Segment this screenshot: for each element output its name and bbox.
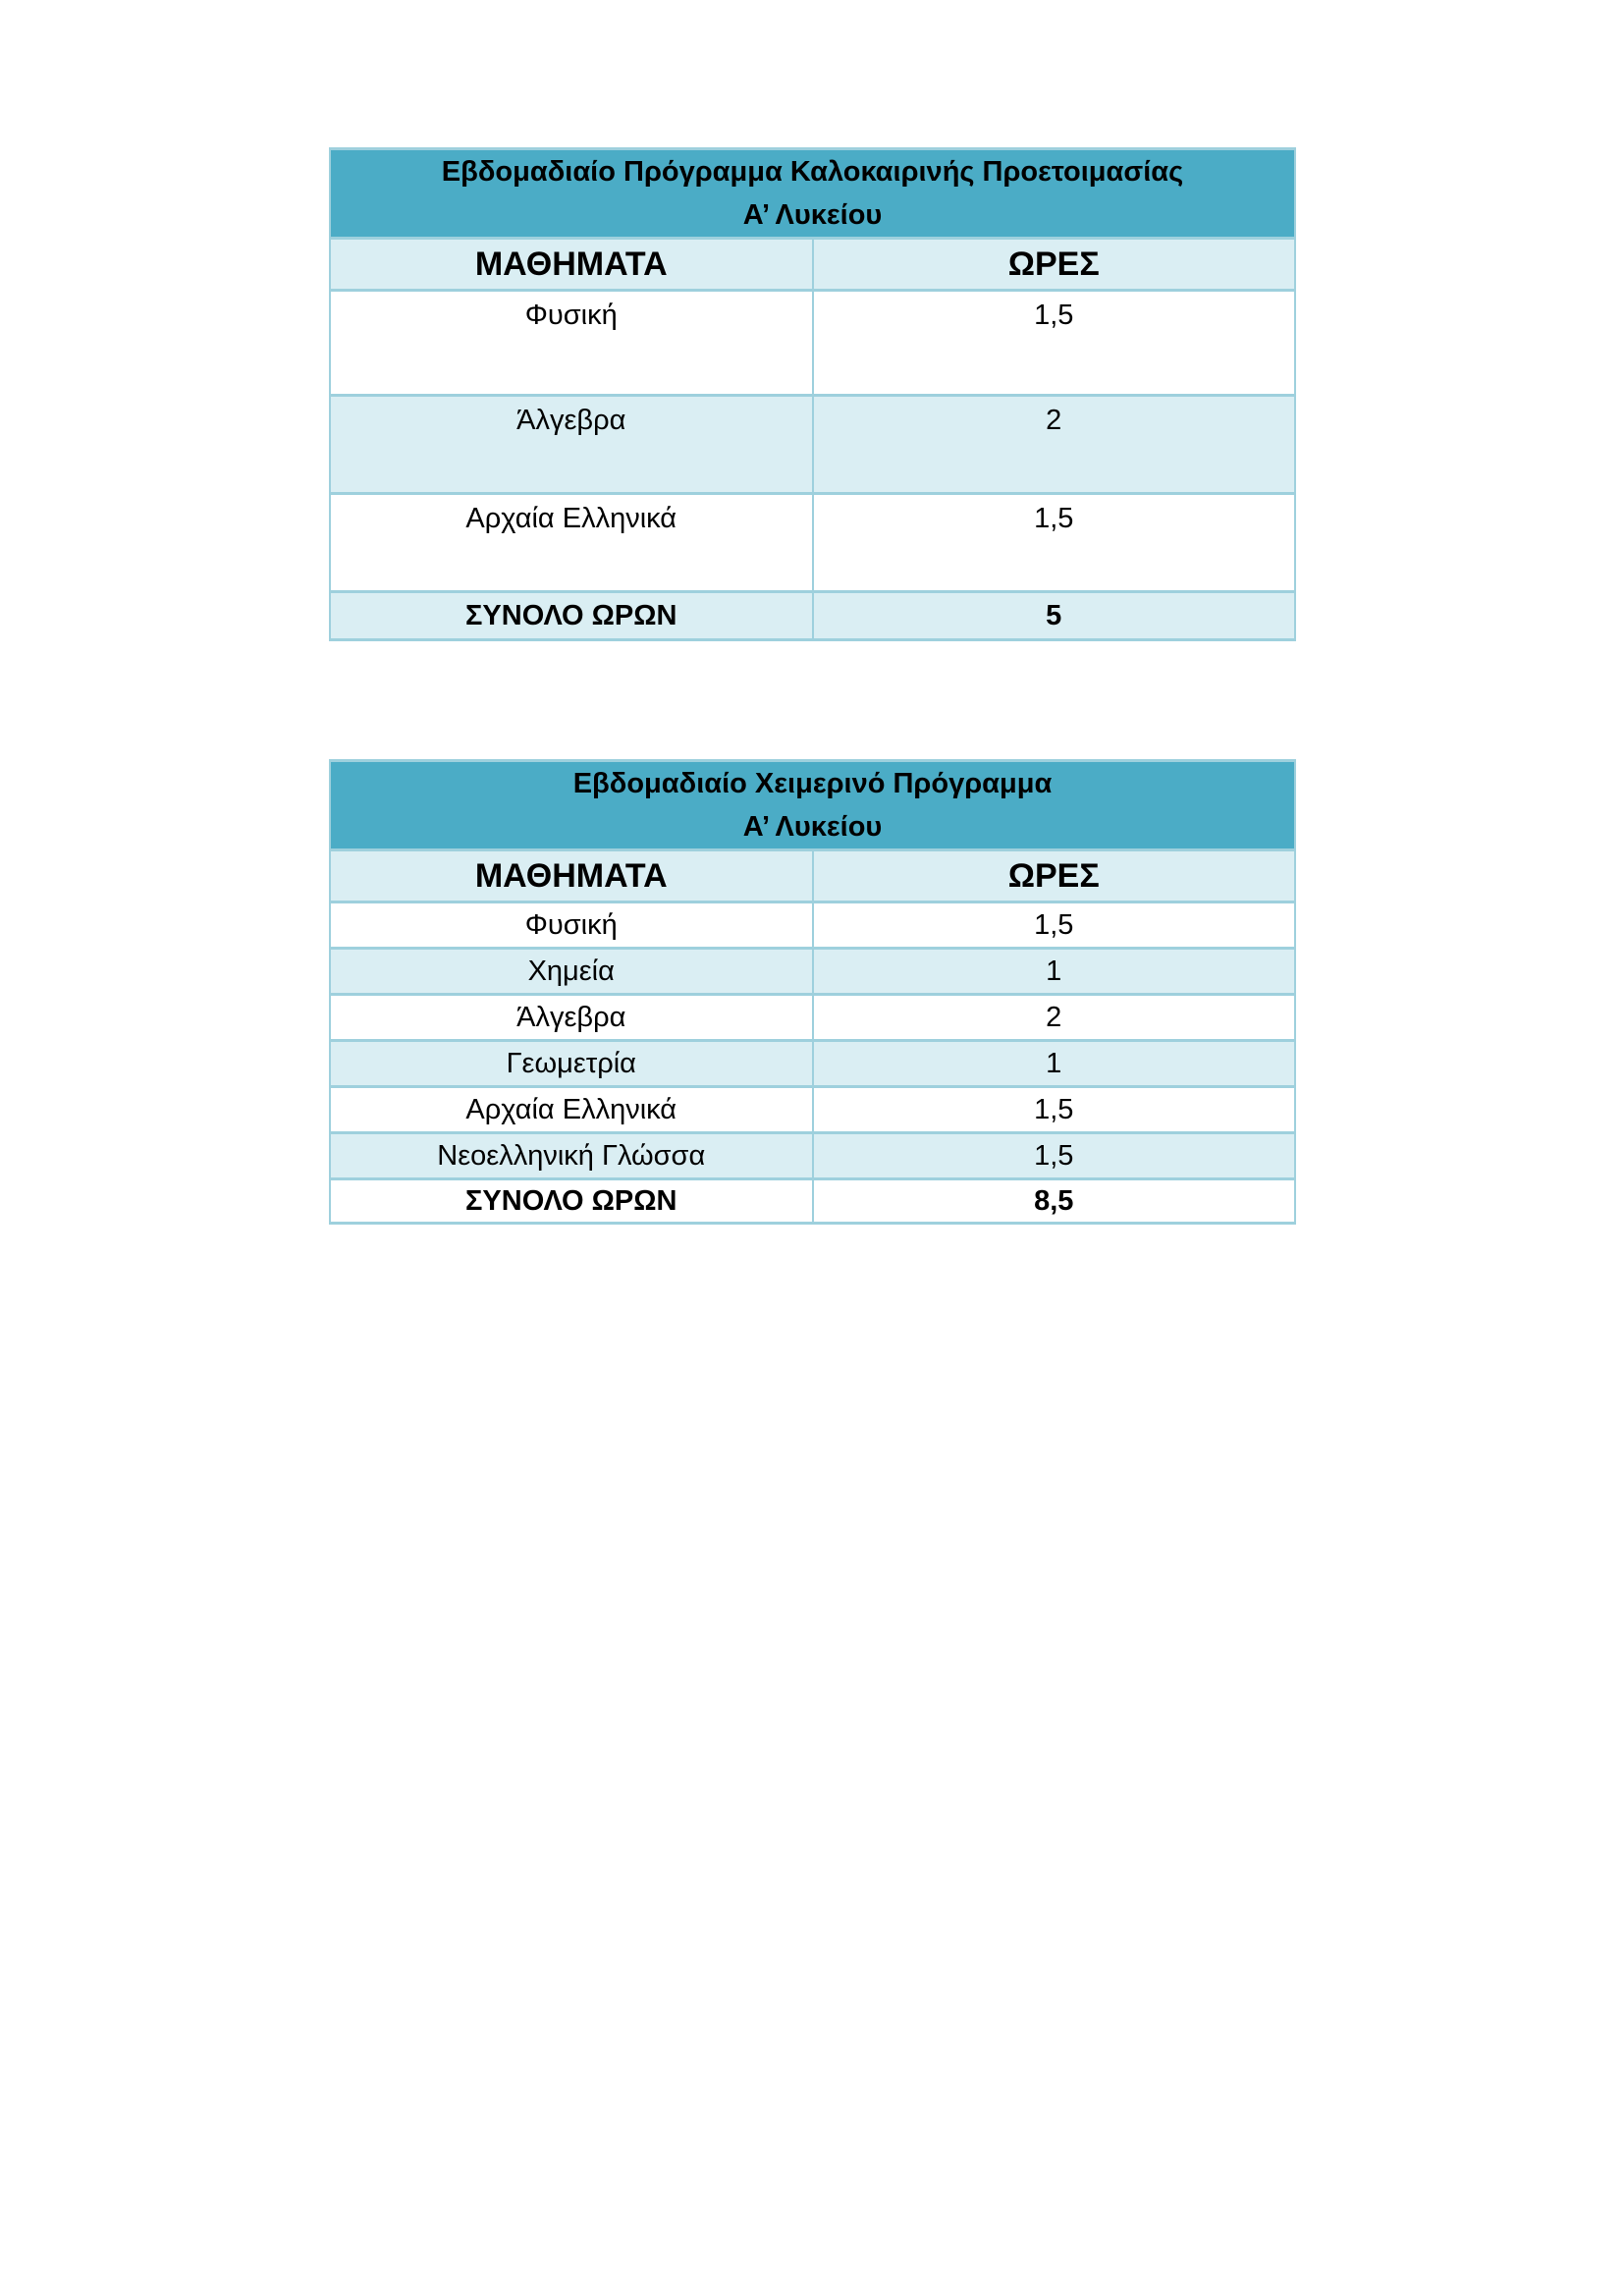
hours-cell: 1,5 — [813, 1133, 1296, 1179]
winter-table-title — [330, 761, 1295, 850]
summer-title-line2: Α’ Λυκείου — [742, 199, 883, 231]
table-row — [330, 494, 1295, 592]
hours-cell: 1,5 — [813, 1087, 1296, 1133]
total-label-cell: ΣΥΝΟΛΟ ΩΡΩΝ — [330, 592, 813, 640]
table-row — [330, 291, 1295, 396]
table-row — [330, 902, 1295, 949]
table-row — [330, 239, 1295, 291]
summer-col-header-hours: ΩΡΕΣ — [813, 239, 1296, 291]
hours-cell: 1,5 — [813, 902, 1296, 949]
winter-col-header-subjects: ΜΑΘΗΜΑΤΑ — [330, 850, 813, 902]
hours-cell: 2 — [813, 995, 1296, 1041]
subject-cell: Φυσική — [330, 902, 813, 949]
table-row — [330, 1133, 1295, 1179]
subject-cell: Χημεία — [330, 949, 813, 995]
hours-cell: 1,5 — [813, 494, 1296, 592]
subject-cell: Νεοελληνική Γλώσσα — [330, 1133, 813, 1179]
table-row — [330, 1087, 1295, 1133]
winter-col-header-hours: ΩΡΕΣ — [813, 850, 1296, 902]
summer-col-header-subjects: ΜΑΘΗΜΑΤΑ — [330, 239, 813, 291]
table-row — [330, 761, 1295, 850]
subject-cell: Άλγεβρα — [330, 396, 813, 494]
hours-cell: 1,5 — [813, 291, 1296, 396]
total-hours-cell: 5 — [813, 592, 1296, 640]
subject-cell: Άλγεβρα — [330, 995, 813, 1041]
hours-cell: 1 — [813, 1041, 1296, 1087]
winter-schedule-table — [329, 759, 1296, 1225]
subject-cell: Φυσική — [330, 291, 813, 396]
table-row — [330, 850, 1295, 902]
total-hours-cell: 8,5 — [813, 1179, 1296, 1224]
summer-table-title — [330, 149, 1295, 239]
total-label-cell: ΣΥΝΟΛΟ ΩΡΩΝ — [330, 1179, 813, 1224]
table-row — [330, 995, 1295, 1041]
winter-title-line1: Εβδομαδιαίο Χειμερινό Πρόγραμμα — [572, 768, 1053, 799]
subject-cell: Αρχαία Ελληνικά — [330, 494, 813, 592]
table-row-total — [330, 592, 1295, 640]
table-row — [330, 1041, 1295, 1087]
table-row — [330, 149, 1295, 239]
subject-cell: Γεωμετρία — [330, 1041, 813, 1087]
summer-schedule-table — [329, 147, 1296, 641]
table-row — [330, 949, 1295, 995]
subject-cell: Αρχαία Ελληνικά — [330, 1087, 813, 1133]
hours-cell: 2 — [813, 396, 1296, 494]
winter-title-line2: Α’ Λυκείου — [742, 811, 883, 843]
table-row — [330, 396, 1295, 494]
summer-title-line1: Εβδομαδιαίο Πρόγραμμα Καλοκαιρινής Προετοιμασίας — [441, 156, 1184, 188]
table-row-total — [330, 1179, 1295, 1224]
hours-cell: 1 — [813, 949, 1296, 995]
